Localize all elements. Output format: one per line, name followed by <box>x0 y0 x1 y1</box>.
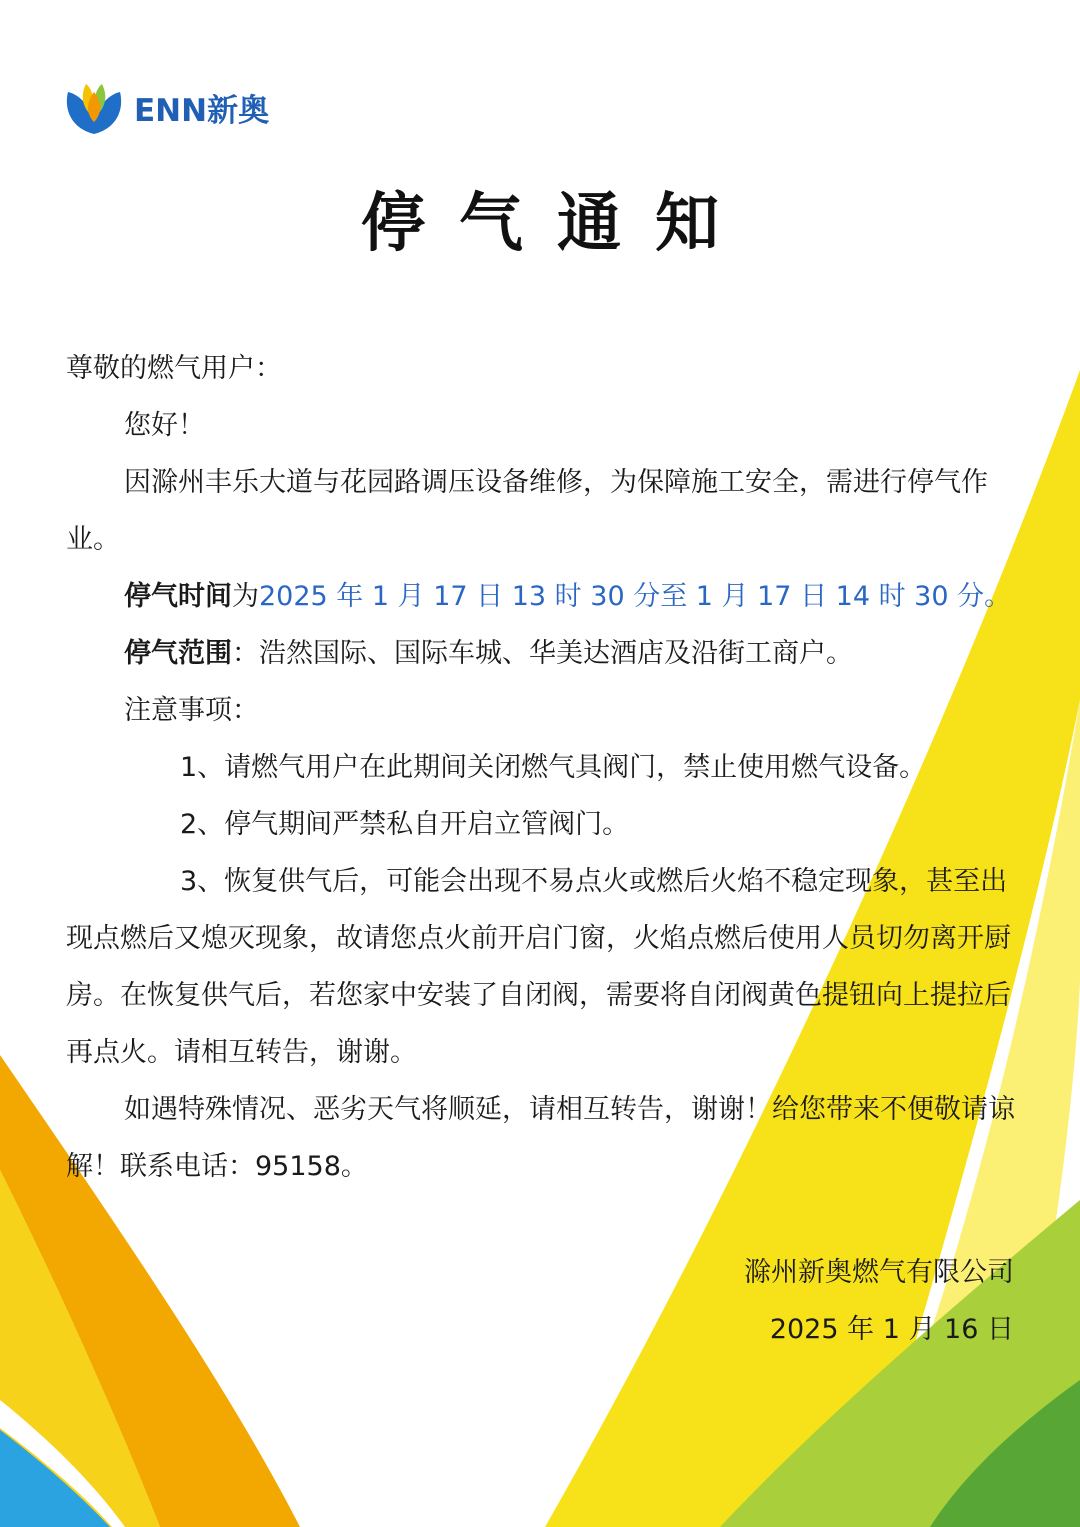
outage-time-label: 停气时间 <box>124 581 232 612</box>
notice-body <box>66 340 1016 1195</box>
outage-time-value: 2025 年 1 月 17 日 13 时 30 分至 1 月 17 日 14 时 30 分。 <box>259 581 1012 612</box>
note-item-2: 2、停气期间严禁私自开启立管阀门。 <box>180 809 630 840</box>
outage-scope <box>66 625 1016 682</box>
signature-date: 2025 年 1 月 16 日 <box>769 1314 1014 1345</box>
enn-petal-icon <box>64 78 124 136</box>
hello-line: 您好！ <box>124 410 205 441</box>
intro-paragraph: 因滁州丰乐大道与花园路调压设备维修，为保障施工安全，需进行停气作业。 <box>66 467 988 555</box>
signature-block <box>744 1244 1014 1358</box>
page-title: 停气通知 <box>361 187 753 261</box>
logo-text: ENN新奥 <box>134 92 270 129</box>
outage-scope-label: 停气范围 <box>124 638 232 669</box>
outage-scope-value: ：浩然国际、国际车城、华美达酒店及沿街工商户。 <box>232 638 853 669</box>
closing-paragraph: 如遇特殊情况、恶劣天气将顺延，请相互转告，谢谢！给您带来不便敬请谅解！联系电话：95158。 <box>66 1094 1015 1182</box>
greeting: 尊敬的燃气用户： <box>66 353 282 384</box>
company-name: 滁州新奥燃气有限公司 <box>744 1257 1014 1288</box>
enn-logo <box>64 78 269 136</box>
note-item-1: 1、请燃气用户在此期间关闭燃气具阀门，禁止使用燃气设备。 <box>180 752 927 783</box>
notes-title: 注意事项： <box>124 695 259 726</box>
outage-time <box>66 568 1016 625</box>
outage-time-connector: 为 <box>232 581 259 612</box>
note-item-3: 3、恢复供气后，可能会出现不易点火或燃后火焰不稳定现象，甚至出现点燃后又熄灭现象，故请您点火前开启门窗，火焰点燃后使用人员切勿离开厨房。在恢复供气后，若您家中安装了自闭阀，需要将自闭阀黄色提钮向上提拉后再点火。请相互转告，谢谢。 <box>66 866 1011 1068</box>
